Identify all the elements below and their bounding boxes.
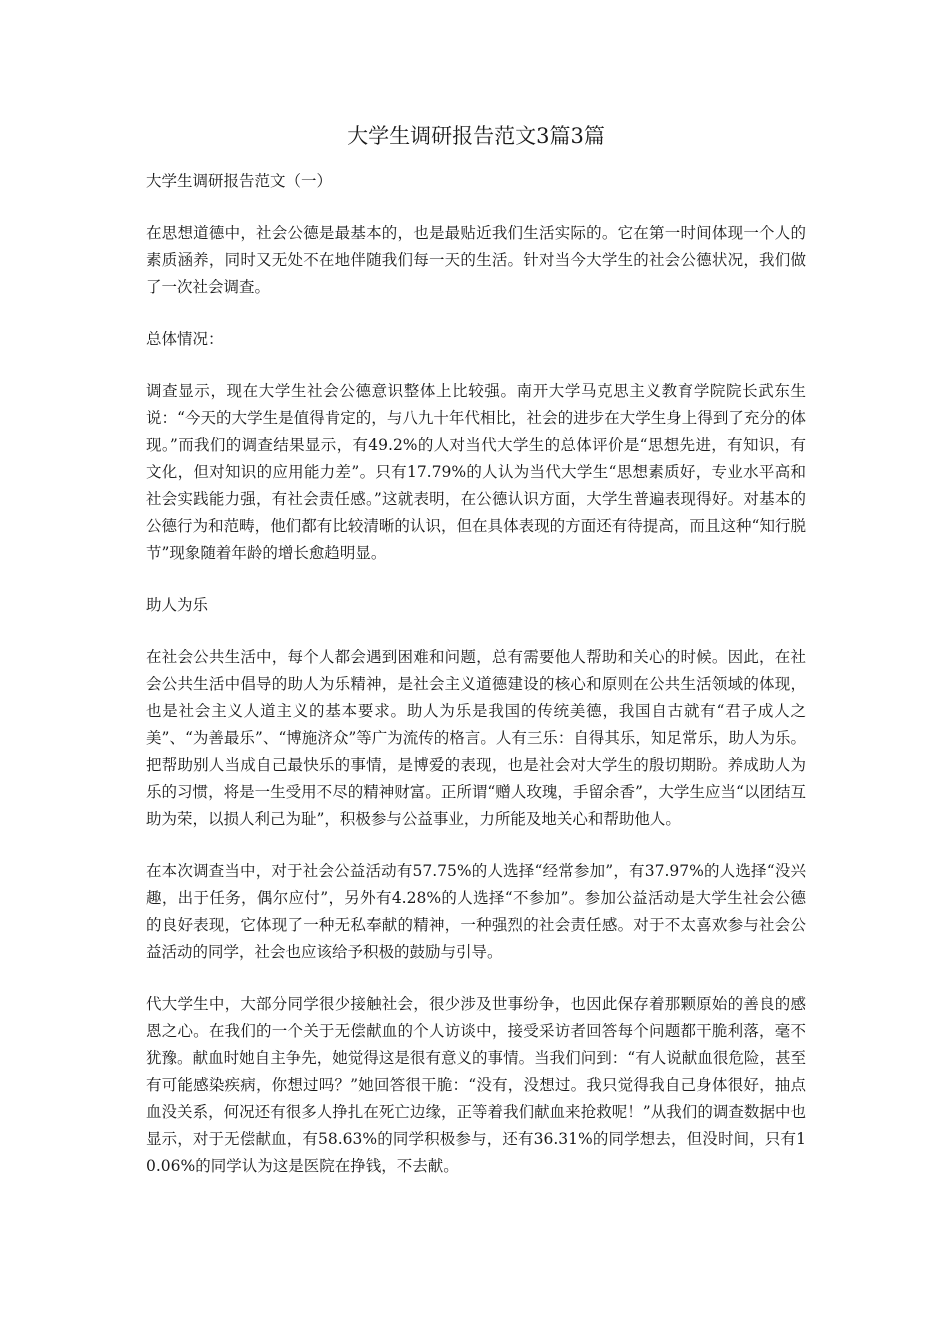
- section-heading-helping: 助人为乐: [146, 596, 209, 614]
- intro-paragraph: 在思想道德中，社会公德是最基本的，也是最贴近我们生活实际的。它在第一时间体现一个人的素质涵养，同时又无处不在地伴随我们每一天的生活。针对当今大学生的社会公德状况，我们做了一次社会调查。: [146, 224, 806, 296]
- helping-paragraph-1: 在社会公共生活中，每个人都会遇到困难和问题，总有需要他人帮助和关心的时候。因此，在社会公共生活中倡导的助人为乐精神，是社会主义道德建设的核心和原则在公共生活领域的体现，也是社会主义人道主义的基本要求。助人为乐是我国的传统美德，我国自古就有“君子成人之美”、“为善最乐”、“博施济众”等广为流传的格言。人有三乐：自得其乐，知足常乐，助人为乐。把帮助别人当成自己最快乐的事情，是博爱的表现，也是社会对大学生的殷切期盼。养成助人为乐的习惯，将是一生受用不尽的精神财富。正所谓“赠人玫瑰，手留余香”，大学生应当“以团结互助为荣，以损人利己为耻”，积极参与公益事业，力所能及地关心和帮助他人。: [146, 648, 806, 828]
- helping-paragraph-3: 代大学生中，大部分同学很少接触社会，很少涉及世事纷争，也因此保存着那颗原始的善良的感恩之心。在我们的一个关于无偿献血的个人访谈中，接受采访者回答每个问题都干脆利落，毫不犹豫。献血时她自主争先，她觉得这是很有意义的事情。当我们问到：“有人说献血很危险，甚至有可能感染疾病，你想过吗？”她回答很干脆：“没有，没想过。我只觉得我自己身体很好，抽点血没关系，何况还有很多人挣扎在死亡边缘，正等着我们献血来抢救呢！”从我们的调查数据中也显示，对于无偿献血，有58.63%的同学积极参与，还有36.31%的同学想去，但没时间，只有10.06%的同学认为这是医院在挣钱，不去献。: [146, 995, 806, 1175]
- section-heading-overall: 总体情况：: [146, 330, 224, 348]
- document-title: 大学生调研报告范文3篇3篇: [347, 124, 605, 148]
- document-subtitle: 大学生调研报告范文（一）: [146, 172, 333, 190]
- helping-paragraph-2: 在本次调查当中，对于社会公益活动有57.75%的人选择“经常参加”，有37.97%的人选择“没兴趣，出于任务，偶尔应付”，另外有4.28%的人选择“不参加”。参加公益活动是大学生社会公德的良好表现，它体现了一种无私奉献的精神，一种强烈的社会责任感。对于不太喜欢参与社会公益活动的同学，社会也应该给予积极的鼓励与引导。: [146, 862, 806, 961]
- overall-paragraph: 调查显示，现在大学生社会公德意识整体上比较强。南开大学马克思主义教育学院院长武东生说：“今天的大学生是值得肯定的，与八九十年代相比，社会的进步在大学生身上得到了充分的体现。”而我们的调查结果显示，有49.2%的人对当代大学生的总体评价是“思想先进，有知识，有文化，但对知识的应用能力差”。只有17.79%的人认为当代大学生“思想素质好，专业水平高和社会实践能力强，有社会责任感。”这就表明，在公德认识方面，大学生普遍表现得好。对基本的公德行为和范畴，他们都有比较清晰的认识，但在具体表现的方面还有待提高，而且这种“知行脱节”现象随着年龄的增长愈趋明显。: [146, 382, 806, 562]
